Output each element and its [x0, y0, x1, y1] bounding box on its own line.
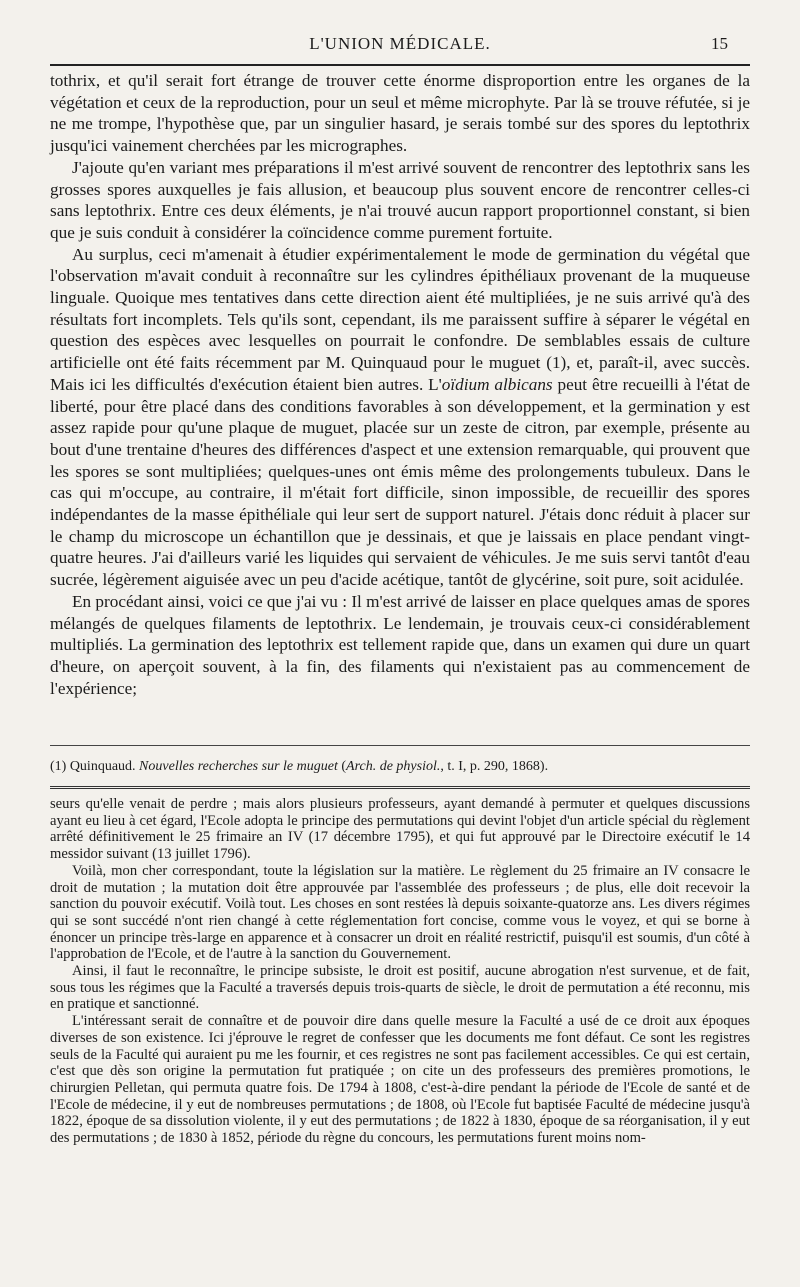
main-text — [50, 70, 750, 699]
paragraph: L'intéressant serait de connaître et de pouvoir dire dans quelle mesure la Faculté a usé de ce droit aux époques diverses de son existence. Ici j'éprouve le regret de confesser que les documents me font défaut. Ce sont les registres seuls de la Faculté qui auraient pu me les fournir, et ces registres ne sont pas facilement accessibles. Ce qui est certain, c'est que dès son origine la permutation fut pratiquée ; on cite un des professeurs des premières promotions, le chirurgien Pelletan, qui permuta quatre fois. De 1794 à 1808, c'est-à-dire pendant la période de l'Ecole de santé et de l'Ecole de médecine, il y eut de nombreuses permutations ; de 1808, où l'Ecole fut baptisée Faculté de médecine jusqu'à 1822, époque de sa dissolution violente, il y eut des permutations ; de 1822 à 1830, époque de sa réorganisation, il y eut des permutations ; de 1830 à 1852, période du règne du concours, les permutations furent moins nom- — [50, 1013, 750, 1147]
page-number: 15 — [711, 34, 728, 53]
paragraph: seurs qu'elle venait de perdre ; mais alors plusieurs professeurs, ayant demandé à permuter et quelques discussions ayant eu lieu à cet égard, l'Ecole adopta le principe des permutations qui devint l'objet d'un article spécial du règlement arrêté définitivement le 25 frimaire an IV (17 décembre 1795), et qui fut approuvé par le Directoire exécutif le 14 messidor suivant (13 juillet 1796). — [50, 796, 750, 863]
paragraph: En procédant ainsi, voici ce que j'ai vu : Il m'est arrivé de laisser en place quelques amas de spores mélangés de quelques filaments de leptothrix. Le lendemain, je trouvais ceux-ci considérablement multipliés. La germination des leptothrix est tellement rapide que, dans un examen qui dure un quart d'heure, on aperçoit souvent, à la fin, des filaments qui n'existaient pas au commencement de l'expérience; — [50, 591, 750, 698]
feuilleton-text — [50, 796, 750, 1147]
footnote — [50, 758, 750, 776]
footnote-title: Nouvelles recherches sur le muguet — [139, 759, 338, 774]
footnote-rule — [50, 745, 750, 746]
paragraph: Ainsi, il faut le reconnaître, le principe subsiste, le droit est positif, aucune abrogation n'est survenue, et de fait, sous tous les régimes que la Faculté a traversés depuis trois-quarts de siècle, le droit de permutation a été reconnu, mis en pratique et sanctionné. — [50, 963, 750, 1013]
footnote-text: ( — [337, 759, 347, 774]
paragraph: Voilà, mon cher correspondant, toute la législation sur la matière. Le règlement du 25 frimaire an IV consacre le droit de mutation ; la mutation doit être approuvée par l'assemblée des professeurs ; de plus, elle doit recevoir la sanction du pouvoir exécutif. Voilà tout. Les choses en sont restées là depuis soixante-quatorze ans. Les divers régimes qui se sont succédé n'ont rien changé à cette réglementation fort concise, comme vous le voyez, et qui se borne à énoncer un principe très-large en apparence et à consacrer un droit en réalité restrictif, puisqu'il est soumis, d'un côté à l'approbation de l'Ecole, et de l'autre à la sanction du Gouvernement. — [50, 862, 750, 963]
footnote-journal: Arch. de physiol. — [346, 759, 441, 774]
page-header — [50, 0, 750, 60]
feuilleton-separator — [50, 786, 750, 789]
footnote-text: , t. I, p. 290, 1868). — [440, 759, 549, 774]
paragraph — [50, 244, 750, 591]
running-title: L'UNION MÉDICALE. — [309, 34, 491, 53]
paragraph: J'ajoute qu'en variant mes préparations il m'est arrivé souvent de rencontrer des leptothrix sans les grosses spores auxquelles je fais allusion, et beaucoup plus souvent encore de rencontrer celles-ci sans leptothrix. Entre ces deux éléments, je n'ai trouvé aucun rapport proportionnel constant, si bien que je suis conduit à considérer la coïncidence comme purement fortuite. — [50, 157, 750, 242]
footnote-text: (1) Quinquaud. — [50, 759, 140, 774]
species-name: oïdium albicans — [441, 374, 553, 394]
paragraph: tothrix, et qu'il serait fort étrange de trouver cette énorme disproportion entre les organes de la végétation et ceux de la reproduction, pour un seul et même microphyte. Par là se trouve réfutée, si je ne me trompe, l'hypothèse que, par un singulier hasard, je serais tombé sur des spores du leptothrix jusqu'ici vainement cherchées par les micrographes. — [50, 71, 750, 156]
paragraph-text: peut être recueilli à l'état de liberté, pour être placé dans des conditions favorables à son développement, et la germination y est assez rapide pour qu'une plaque de muguet, placée sur un zeste de citron, par exemple, présente au bout d'une trentaine d'heures des différences d'aspect et une extension remarquable, qui prouvent que les spores se sont multipliées; quelques-unes ont émis même des prolongements tubuleux. Dans le cas qui m'occupe, au contraire, il m'était fort difficile, sinon impossible, de recueillir des spores indépendantes de la masse épithéliale qui leur sert de support naturel. J'étais donc réduit à placer sur le champ du microscope un échantillon que je dessinais, et que je laissais en place pendant vingt-quatre heures. J'ai d'ailleurs varié les liquides qui servaient de véhicules. Je me suis servi tantôt d'eau sucrée, légèrement aiguisée avec un peu d'acide acétique, tantôt de glycérine, soit pure, soit acidulée. — [50, 374, 750, 590]
paragraph-text: Au surplus, ceci m'amenait à étudier expérimentalement le mode de germination du végétal que l'observation m'avait conduit à reconnaître sur les cylindres épithéliaux provenant de la muqueuse linguale. Quoique mes tentatives dans cette direction aient été multipliées, je ne suis arrivé qu'à des résultats fort incomplets. Tels qu'ils sont, cependant, ils me paraissent suffire à séparer le végétal en question des espèces avec lesquelles on pourrait le confondre. De semblables essais de culture artificielle ont été faits récemment par M. Quinquaud pour le muguet (1), et, paraît-il, avec succès. Mais ici les difficultés d'exécution étaient bien autres. L' — [50, 244, 750, 394]
header-rule — [50, 64, 750, 66]
